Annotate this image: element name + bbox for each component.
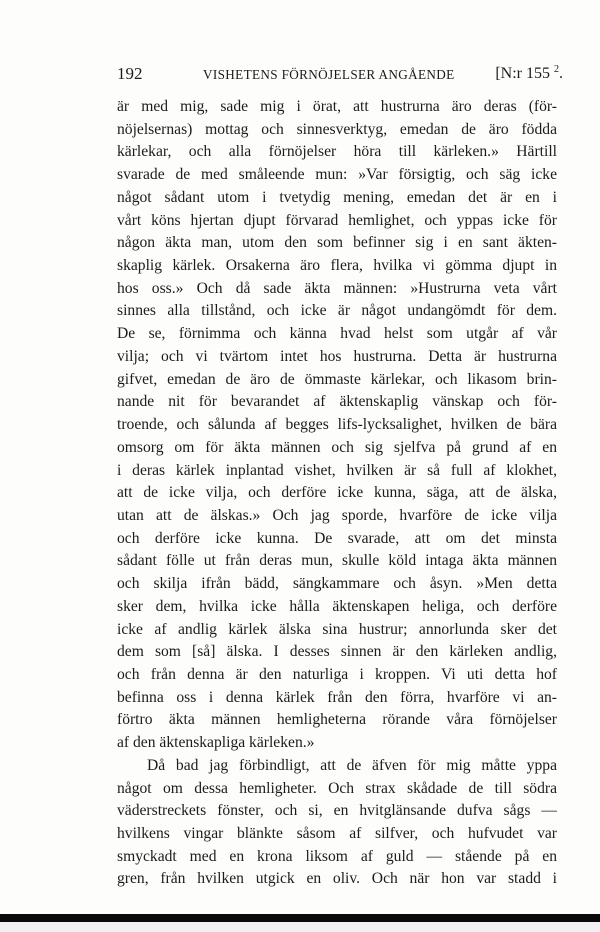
chapter-reference-text: [N:r 155 — [495, 65, 550, 82]
text-line: smyckadt med en krona liksom af guld — stående på en — [117, 847, 557, 865]
text-line: af den äktenskapliga kärleken.» — [117, 734, 315, 752]
text-line: är med mig, sade mig i örat, att hustrurna äro deras (för- — [117, 98, 557, 115]
scan-bottom-edge — [0, 914, 600, 922]
text-line: något sådant utom i tvetydig mening, emedan det är en i — [117, 188, 557, 206]
text-line: hvilkens vingar blänkte såsom af silfver, och hufvudet var — [117, 825, 557, 842]
text-line: i deras kärlek inplantad vishet, hvilken är så full af klokhet, — [117, 461, 557, 479]
text-line: icke af andlig kärlek älska sina hustrur; annorlunda sker det — [117, 620, 557, 638]
text-line: nöjelsernas) mottag och sinnesverktyg, emedan de äro födda — [117, 120, 557, 138]
text-line: hos oss.» Och då sade äkta männen: »Hustrurna veta vårt — [117, 279, 557, 297]
running-title: VISHETENS FÖRNÖJELSER ANGÅENDE — [203, 67, 455, 82]
text-line: och från denna är den naturliga i kroppen. Vi uti detta hof — [117, 665, 557, 683]
text-line: De se, förnimma och känna hvad helst som utgår af vår — [117, 325, 557, 343]
text-line: vårt köns hjertan djupt förvarad hemlighet, och yppas icke för — [117, 211, 557, 229]
chapter-reference — [495, 64, 563, 83]
text-line: och derföre icke kunna. De svarade, att om det minsta — [117, 529, 557, 547]
scan-bottom-margin — [0, 922, 600, 932]
text-line: troende, och sålunda af begges lifs-lycksalighet, hvilken de bära — [117, 416, 557, 434]
text-line: sinnes alla tillstånd, och icke är något undangömdt för dem. — [117, 302, 557, 320]
text-line: utan att de älskas.» Och jag sporde, hvarföre de icke vilja — [117, 506, 557, 524]
page-number: 192 — [117, 64, 143, 83]
text-line: sådant fölle ut från deras mun, skulle köld intaga äkta männen — [117, 552, 557, 570]
text-line: Då bad jag förbindligt, att de äfven för mig måtte yppa — [147, 756, 557, 774]
text-line: sker dem, hvilka icke hålla äktenskapen heliga, och derföre — [117, 597, 557, 615]
chapter-reference-superscript: 2 — [554, 64, 559, 75]
text-line: vilja; och vi tvärtom intet hos hustrurna. Detta är hustrurna — [117, 347, 557, 365]
page-header — [117, 60, 563, 86]
text-line: någon äkta man, utom den som befinner sig i en sant äkten- — [117, 234, 557, 252]
text-line: skaplig kärlek. Orsakerna äro flera, hvilka vi gömma djupt in — [117, 257, 557, 275]
text-line: gren, från hvilken utgick en oliv. Och när hon var stadd i — [117, 870, 557, 888]
text-line: och skilja ifrån bädd, sängkammare och åsyn. »Men detta — [117, 575, 557, 593]
text-line: kärlekar, och alla förnöjelser höra till kärleken.» Härtill — [117, 143, 557, 161]
body-text — [117, 96, 557, 891]
text-line: väderstreckets fönster, och si, en hvitglänsande dufva sågs — — [117, 802, 557, 820]
text-line: nande nit för bevarandet af äktenskaplig vänskap och för- — [117, 393, 557, 411]
text-line: dem som [så] älska. I desses sinnen är den kärleken andlig, — [117, 643, 557, 661]
text-line: svarade de med småleende mun: »Var försigtig, och säg icke — [117, 166, 557, 184]
chapter-reference-tail: . — [559, 65, 563, 82]
text-line: befinna oss i denna kärlek från den förra, hvarföre vi an- — [117, 688, 557, 706]
text-line: gifvet, emedan de äro de ömmaste kärlekar, och likasom brin- — [117, 370, 557, 388]
text-line: att de icke vilja, och derföre icke kunna, säga, att de älska, — [117, 484, 557, 502]
text-line: förtro äkta männen hemligheterna rörande våra förnöjelser — [117, 711, 557, 729]
text-line: omsorg om för äkta männen och sig sjelfva på grund af en — [117, 438, 557, 456]
text-line: något om dessa hemligheter. Och strax skådade de till södra — [117, 779, 557, 797]
